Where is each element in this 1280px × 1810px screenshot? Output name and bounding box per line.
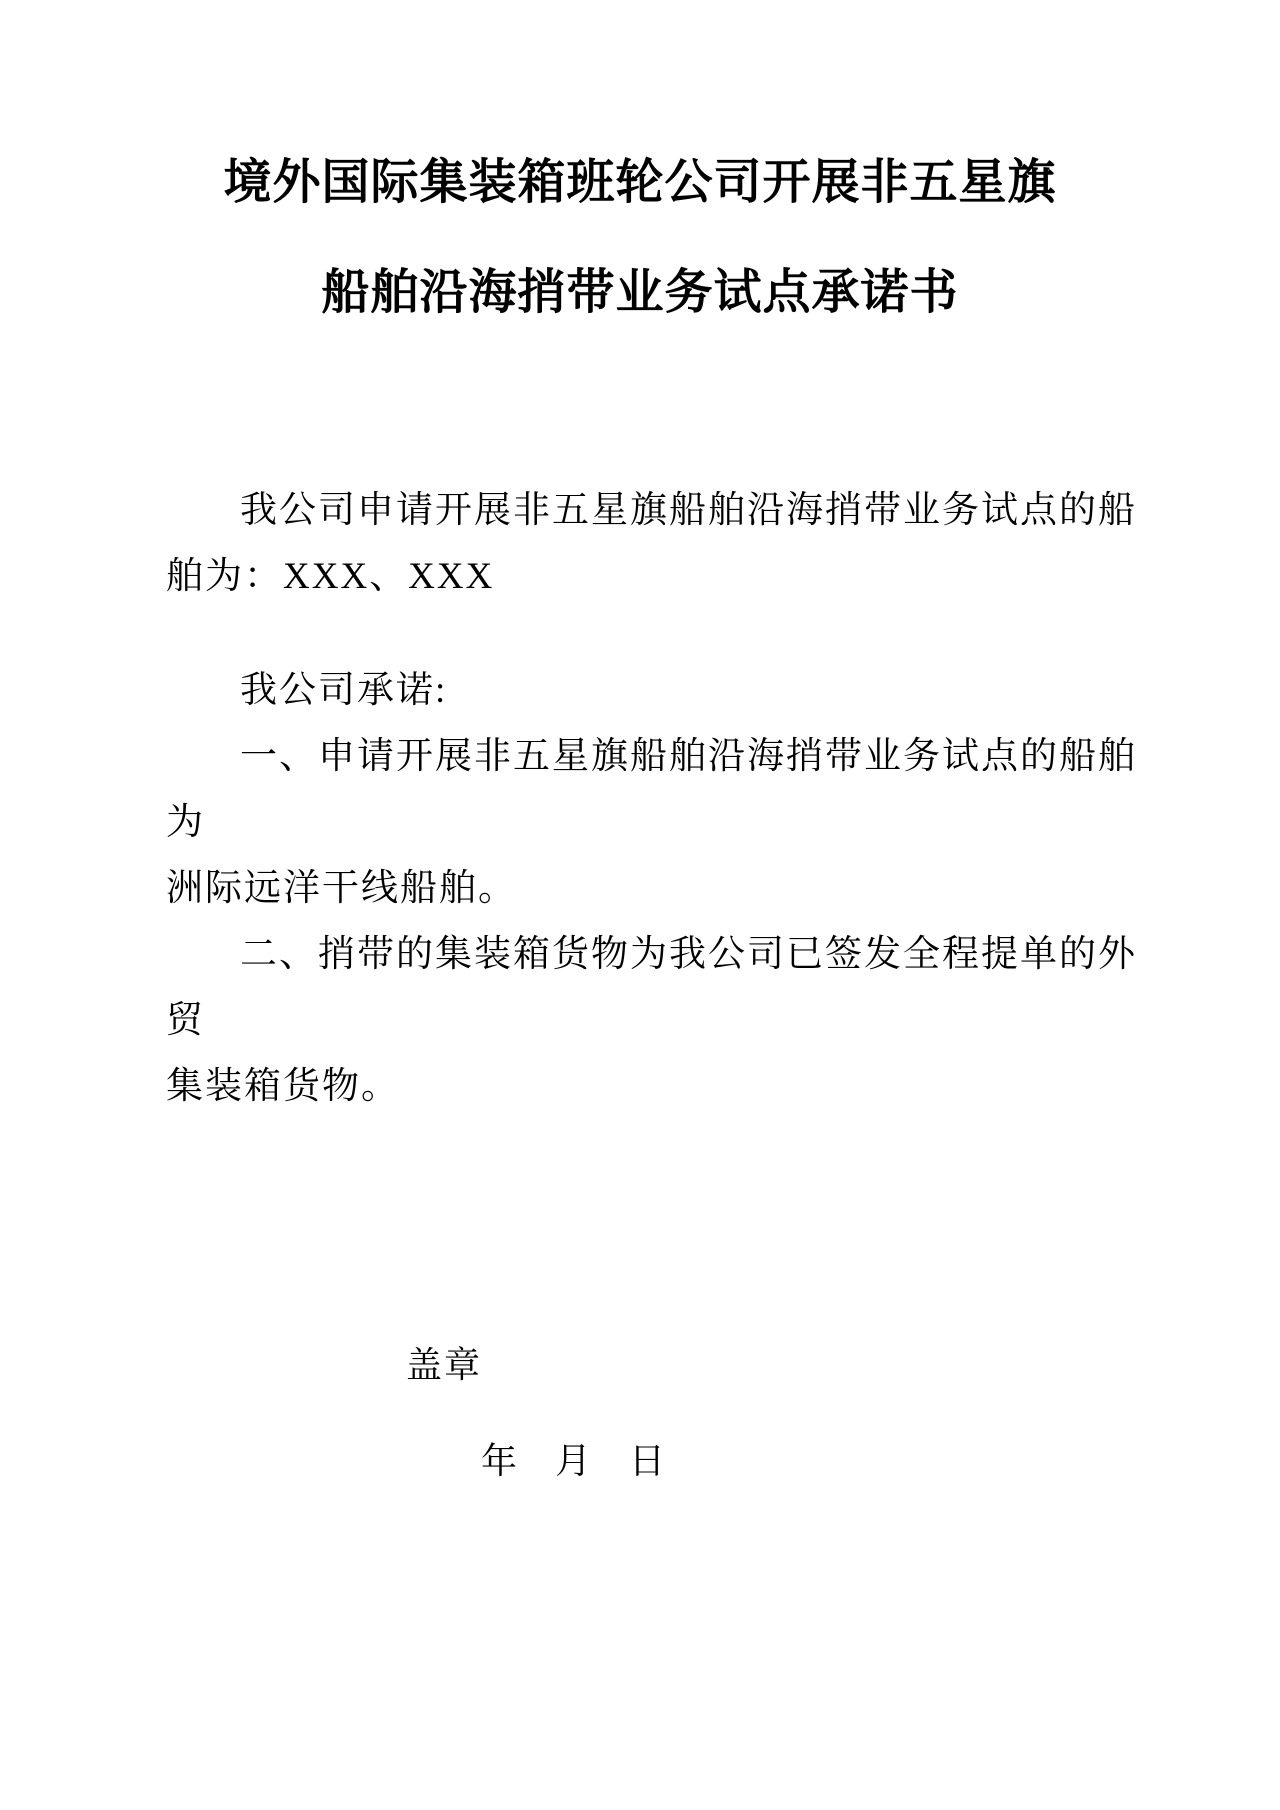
document-title-line2: 船舶沿海捎带业务试点承诺书 [321, 266, 959, 319]
date-line [0, 1428, 1280, 1494]
item2-line-2: 集装箱货物。 [166, 1066, 400, 1107]
commitment-item-2 [166, 922, 1170, 1120]
document-body [166, 478, 1170, 1120]
document-title-line1: 境外国际集装箱班轮公司开展非五星旗 [223, 156, 1057, 209]
seal-label: 盖章 [406, 1345, 483, 1385]
paragraph-application [166, 478, 1170, 610]
application-line-1: 我公司申请开展非五星旗船舶沿海捎带业务试点的船 [240, 490, 1137, 531]
commitment-item-1 [166, 724, 1170, 922]
year-label: 年 [481, 1441, 518, 1481]
item2-line-1: 二、捎带的集装箱货物为我公司已签发全程提单的外贸 [166, 934, 1137, 1041]
application-line-2: 舶为：XXX、XXX [166, 556, 495, 597]
item1-line-1: 一、申请开展非五星旗船舶沿海捎带业务试点的船舶为 [166, 736, 1137, 843]
commitment-heading-text: 我公司承诺: [240, 670, 448, 711]
commitment-heading [166, 658, 1170, 724]
item1-line-2: 洲际远洋干线船舶。 [166, 868, 517, 909]
day-label: 日 [629, 1441, 666, 1481]
month-label: 月 [555, 1441, 592, 1481]
seal-line [0, 1332, 1280, 1398]
